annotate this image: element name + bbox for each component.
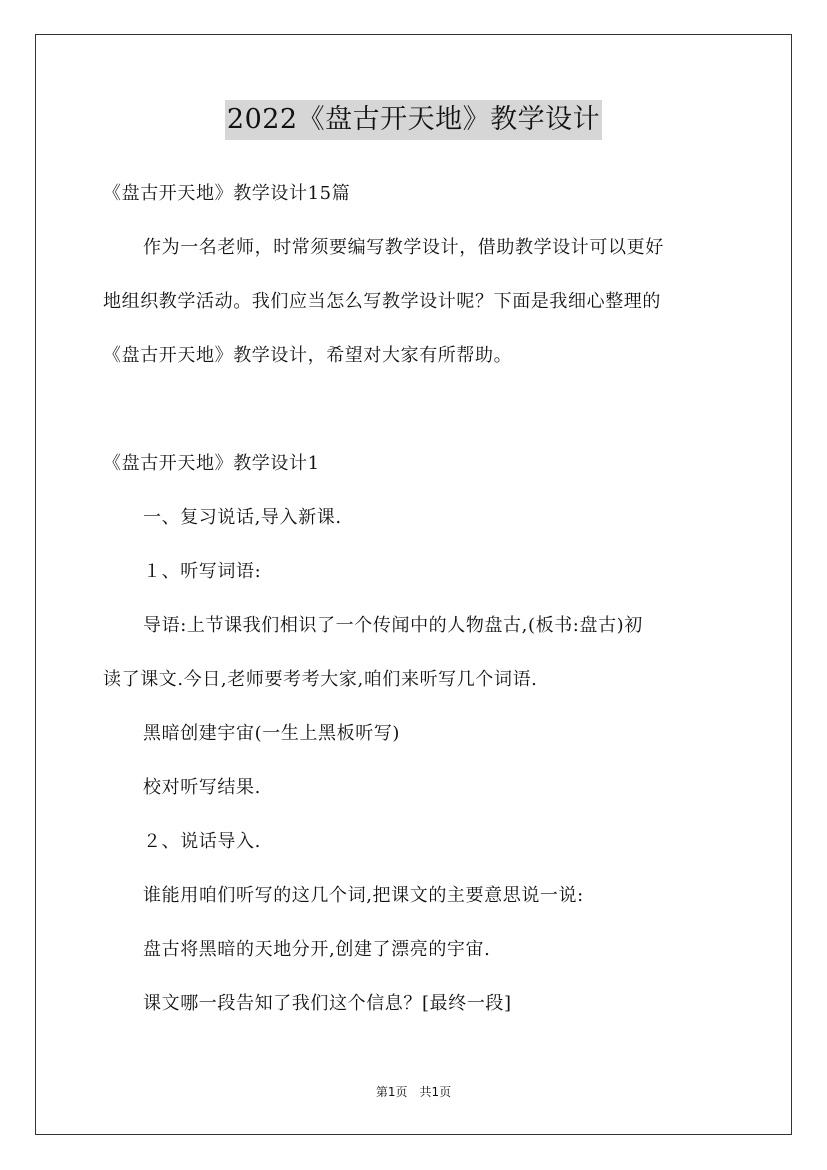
paragraph-line: 谁能用咱们听写的这几个词,把课文的主要意思说一说: bbox=[143, 885, 584, 906]
paragraph-line: 《盘古开天地》教学设计，希望对大家有所帮助。 bbox=[103, 345, 513, 366]
paragraph-line: 导语:上节课我们相识了一个传闻中的人物盘古,(板书:盘古)初 bbox=[143, 615, 643, 636]
paragraph-line: 作为一名老师，时常须要编写教学设计，借助教学设计可以更好 bbox=[143, 237, 664, 258]
section-heading: 《盘古开天地》教学设计1 bbox=[103, 453, 320, 474]
paragraph-line: 一、复习说话,导入新课. bbox=[143, 507, 342, 528]
paragraph-line: 课文哪一段告知了我们这个信息？[最终一段] bbox=[143, 993, 512, 1014]
document-title: 2022《盘古开天地》教学设计 bbox=[225, 100, 602, 140]
paragraph-line: １、听写词语: bbox=[143, 561, 262, 582]
paragraph-line: 地组织教学活动。我们应当怎么写教学设计呢？下面是我细心整理的 bbox=[103, 291, 661, 312]
paragraph-line: 读了课文.今日,老师要考考大家,咱们来听写几个词语. bbox=[103, 669, 538, 690]
paragraph-line: 盘古将黑暗的天地分开,创建了漂亮的宇宙. bbox=[143, 939, 491, 960]
page-number-footer: 第1页 共1页 bbox=[375, 1085, 452, 1099]
paragraph-line: 校对听写结果. bbox=[143, 777, 261, 798]
paragraph-line: ２、说话导入. bbox=[143, 831, 261, 852]
title-container bbox=[0, 100, 827, 140]
paragraph-line: 黑暗创建宇宙(一生上黑板听写) bbox=[143, 723, 401, 744]
subtitle-line: 《盘古开天地》教学设计15篇 bbox=[103, 183, 351, 204]
